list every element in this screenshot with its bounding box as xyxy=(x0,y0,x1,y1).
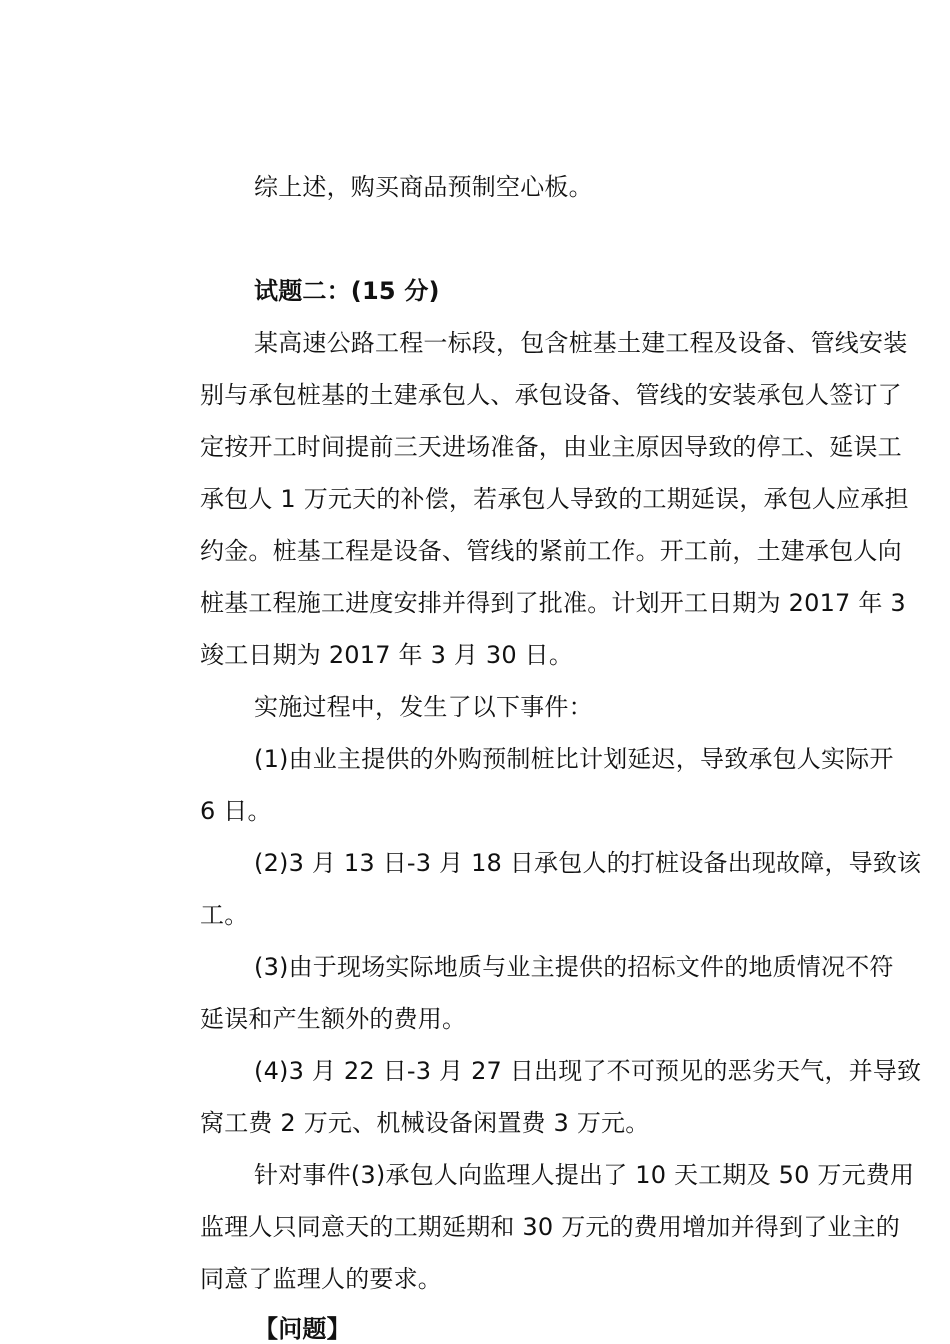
question-heading: 试题二：(15 分) xyxy=(254,277,440,305)
paragraph1-line-4: 承包人 1 万元天的补偿，若承包人导致的工期延误，承包人应承担 xyxy=(200,485,909,513)
event4-line-1: (4)3 月 22 日-3 月 27 日出现了不可预见的恶劣天气，并导致 xyxy=(254,1057,922,1085)
event1-line-1: (1)由业主提供的外购预制桩比计划延迟，导致承包人实际开 xyxy=(254,745,894,773)
event2-line-2: 工。 xyxy=(200,901,249,929)
event4-line-2: 窝工费 2 万元、机械设备闲置费 3 万元。 xyxy=(200,1109,650,1137)
claim-line-1: 针对事件(3)承包人向监理人提出了 10 天工期及 50 万元费用 xyxy=(254,1161,915,1189)
paragraph1-line-5: 约金。桩基工程是设备、管线的紧前工作。开工前，土建承包人向 xyxy=(200,537,902,565)
event3-line-1: (3)由于现场实际地质与业主提供的招标文件的地质情况不符 xyxy=(254,953,894,981)
paragraph1-line-7: 竣工日期为 2017 年 3 月 30 日。 xyxy=(200,641,574,669)
event3-line-2: 延误和产生额外的费用。 xyxy=(200,1005,467,1033)
events-intro: 实施过程中，发生了以下事件： xyxy=(254,693,593,721)
problem-heading: 【问题】 xyxy=(254,1315,351,1343)
summary-line: 综上述，购买商品预制空心板。 xyxy=(254,173,593,201)
claim-line-3: 同意了监理人的要求。 xyxy=(200,1265,442,1293)
paragraph1-line-1: 某高速公路工程一标段，包含桩基土建工程及设备、管线安装 xyxy=(254,329,908,357)
event2-line-1: (2)3 月 13 日-3 月 18 日承包人的打桩设备出现故障，导致该 xyxy=(254,849,922,877)
event1-line-2: 6 日。 xyxy=(200,797,272,825)
paragraph1-line-6: 桩基工程施工进度安排并得到了批准。计划开工日期为 2017 年 3 xyxy=(200,589,906,617)
paragraph1-line-3: 定按开工时间提前三天进场准备，由业主原因导致的停工、延误工 xyxy=(200,433,902,461)
paragraph1-line-2: 别与承包桩基的土建承包人、承包设备、管线的安装承包人签订了 xyxy=(200,381,902,409)
claim-line-2: 监理人只同意天的工期延期和 30 万元的费用增加并得到了业主的 xyxy=(200,1213,900,1241)
